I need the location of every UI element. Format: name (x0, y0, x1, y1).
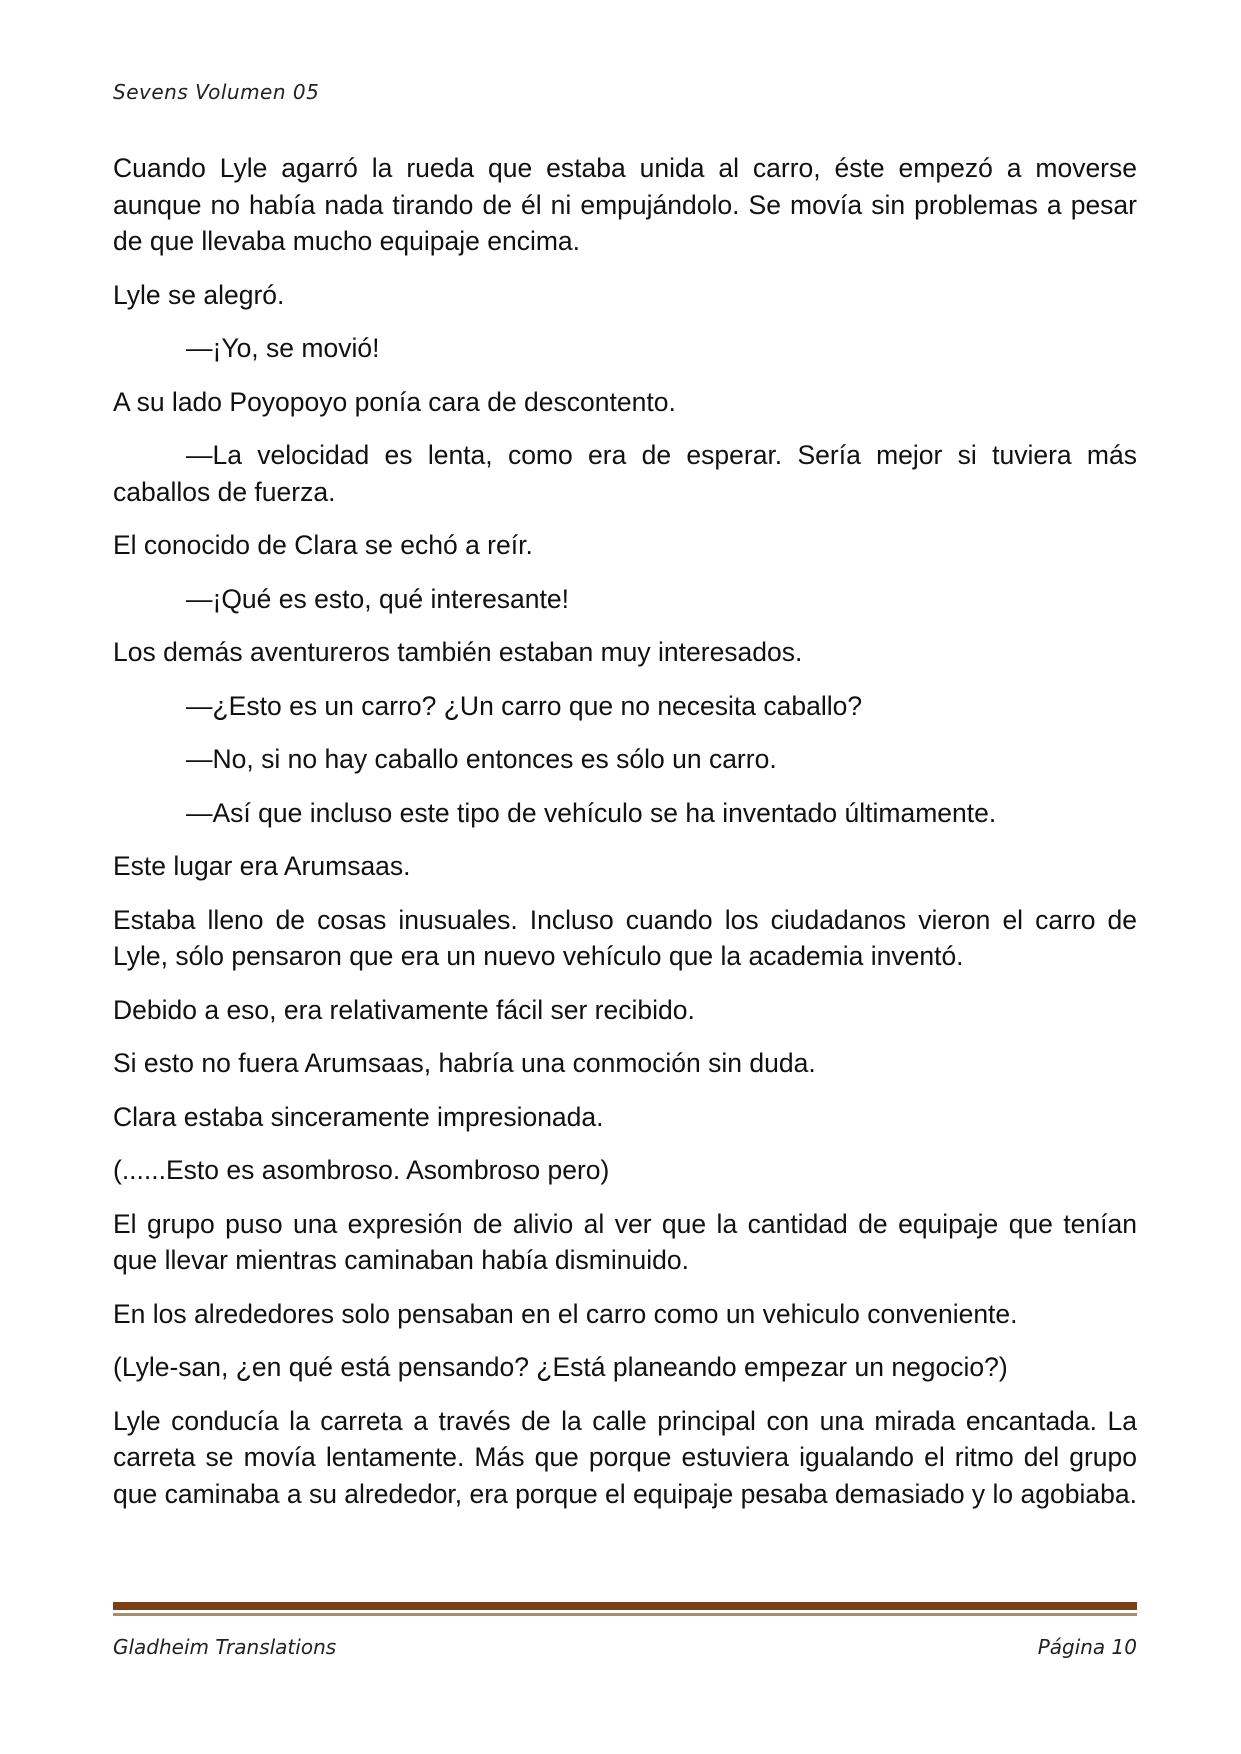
paragraph: (......Esto es asombroso. Asombroso pero) (113, 1155, 610, 1185)
paragraph: Clara estaba sinceramente impresionada. (113, 1101, 604, 1132)
footer-publisher: Gladheim Translations (113, 1635, 337, 1659)
paragraph: Si esto no fuera Arumsaas, habría una conmoción sin duda. (113, 1048, 816, 1078)
paragraph: A su lado Poyopoyo ponía cara de descontento. (113, 386, 676, 417)
dialogue-paragraph: —No, si no hay caballo entonces es sólo un carro. (186, 744, 777, 774)
paragraph: Lyle se alegró. (113, 279, 285, 310)
paragraph: Los demás aventureros también estaban muy interesados. (113, 637, 803, 667)
paragraph: En los alrededores solo pensaban en el carro como un vehiculo conveniente. (113, 1298, 1018, 1329)
dialogue-paragraph: —Así que incluso este tipo de vehículo se ha inventado últimamente. (186, 797, 997, 828)
dialogue-paragraph: —¿Esto es un carro? ¿Un carro que no necesita caballo? (186, 690, 863, 721)
paragraph: (Lyle-san, ¿en qué está pensando? ¿Está planeando empezar un negocio?) (113, 1352, 1008, 1382)
paragraph: Este lugar era Arumsaas. (113, 851, 411, 881)
paragraph: Cuando Lyle agarró la rueda que estaba unida al carro, éste empezó a moverse aunque no había nada tirando de él ni empujándolo. Se movía sin problemas a pesar de que llevaba mucho equipaje encima. (113, 153, 1137, 256)
paragraph: El conocido de Clara se echó a reír. (113, 530, 533, 560)
dialogue-paragraph: —La velocidad es lenta, como era de esperar. Sería mejor si tuviera más caballos de fuerza. (113, 440, 1137, 507)
dialogue-paragraph: —¡Yo, se movió! (186, 333, 380, 363)
dialogue-paragraph: —¡Qué es esto, qué interesante! (186, 583, 569, 614)
paragraph: Lyle conducía la carreta a través de la calle principal con una mirada encantada. La carreta se movía lentamente. Más que porque estuviera igualando el ritmo del grupo que caminaba a su alrededor, era porque el equipaje pesaba demasiado y lo agobiaba. (113, 1405, 1137, 1509)
paragraph: Debido a eso, era relativamente fácil ser recibido. (113, 994, 695, 1025)
body-text (113, 150, 1137, 1529)
footer-divider (113, 1602, 1137, 1613)
running-header: Sevens Volumen 05 (113, 80, 320, 104)
paragraph: Estaba lleno de cosas inusuales. Incluso cuando los ciudadanos vieron el carro de Lyle, sólo pensaron que era un nuevo vehículo que la academia inventó. (113, 904, 1137, 971)
page-number: Página 10 (1037, 1635, 1137, 1659)
paragraph: El grupo puso una expresión de alivio al ver que la cantidad de equipaje que tenían que llevar mientras caminaban había disminuido. (113, 1208, 1137, 1275)
